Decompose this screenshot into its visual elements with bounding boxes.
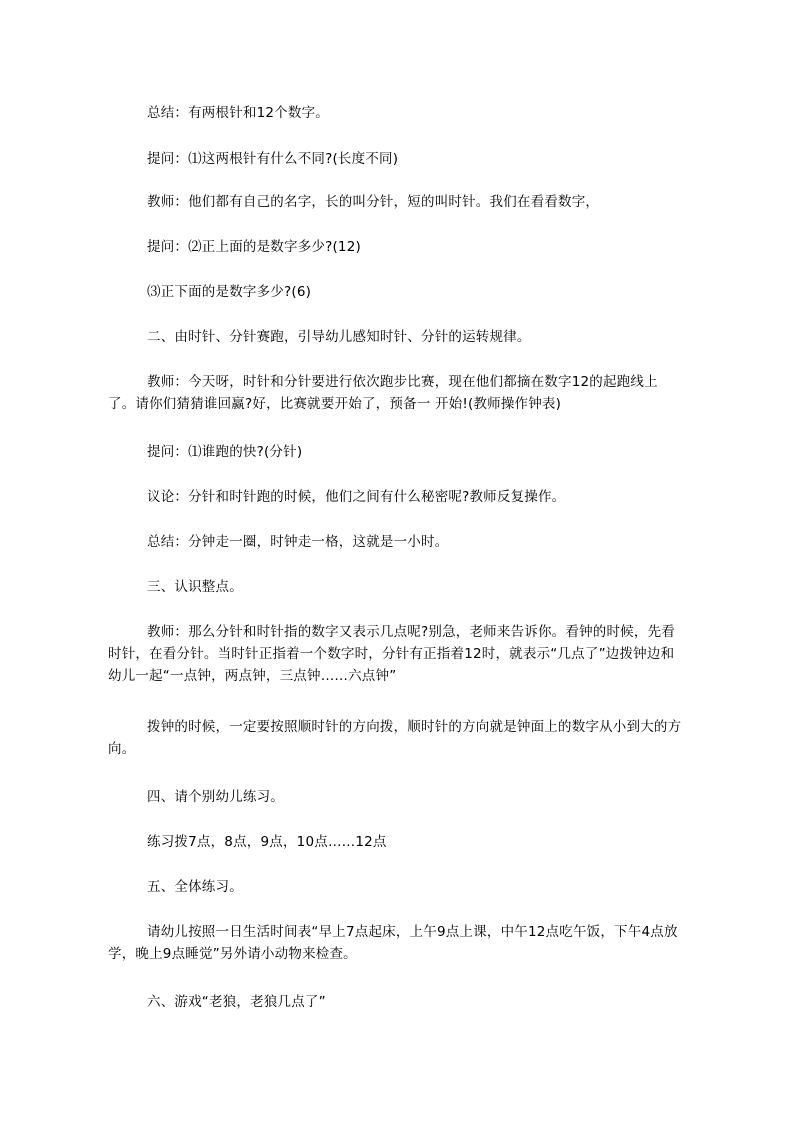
paragraph-practice-hours: 练习拨7点，8点，9点，10点……12点	[147, 834, 387, 850]
paragraph-summary-hands: 总结：有两根针和12个数字。	[147, 105, 329, 121]
paragraph-question-difference: 提问：⑴这两根针有什么不同?(长度不同)	[147, 151, 399, 167]
paragraph-clockwise: 拨钟的时候，一定要按照顺时针的方向拨，顺时针的方向就是钟面上的数字从小到大的方向。	[108, 719, 682, 757]
paragraph-question-bottom: ⑶正下面的是数字多少?(6)	[147, 284, 312, 300]
paragraph-teacher-race: 教师：今天呀，时针和分针要进行依次跑步比赛，现在他们都摘在数字12的起跑线上了。请你们猜猜谁回赢?好，比赛就要开始了，预备一 开始!(教师操作钟表)	[108, 374, 658, 412]
paragraph-summary-hour: 总结：分钟走一圈，时钟走一格，这就是一小时。	[147, 534, 449, 550]
section-heading-race: 二、由时针、分针赛跑，引导幼儿感知时针、分针的运转规律。	[147, 329, 531, 345]
section-heading-whole-hours: 三、认识整点。	[147, 579, 243, 595]
paragraph-teacher-names: 教师：他们都有自己的名字，长的叫分针，短的叫时针。我们在看看数字，	[147, 194, 600, 210]
paragraph-teacher-whole-hours: 教师：那么分针和时针指的数字又表示几点呢?别急，老师来告诉你。看钟的时候，先看时针，在看分针。当时针正指着一个数字时，分针有正指着12时，就表示“几点了”边拨钟边和幼儿一起“一点钟，两点钟，三点钟……六点钟”	[108, 624, 675, 684]
section-heading-group-practice: 五、全体练习。	[147, 879, 243, 895]
paragraph-discussion: 议论：分针和时针跑的时候，他们之间有什么秘密呢?教师反复操作。	[147, 489, 566, 505]
section-heading-game: 六、游戏“老狼，老狼几点了”	[147, 994, 326, 1010]
section-heading-individual-practice: 四、请个别幼儿练习。	[147, 789, 284, 805]
paragraph-daily-schedule: 请幼儿按照一日生活时间表“早上7点起床，上午9点上课，中午12点吃午饭，下午4点放学，晚上9点睡觉”另外请小动物来检查。	[108, 924, 678, 962]
paragraph-question-top: 提问：⑵正上面的是数字多少?(12)	[147, 239, 361, 255]
paragraph-question-faster: 提问：⑴谁跑的快?(分针)	[147, 444, 303, 460]
